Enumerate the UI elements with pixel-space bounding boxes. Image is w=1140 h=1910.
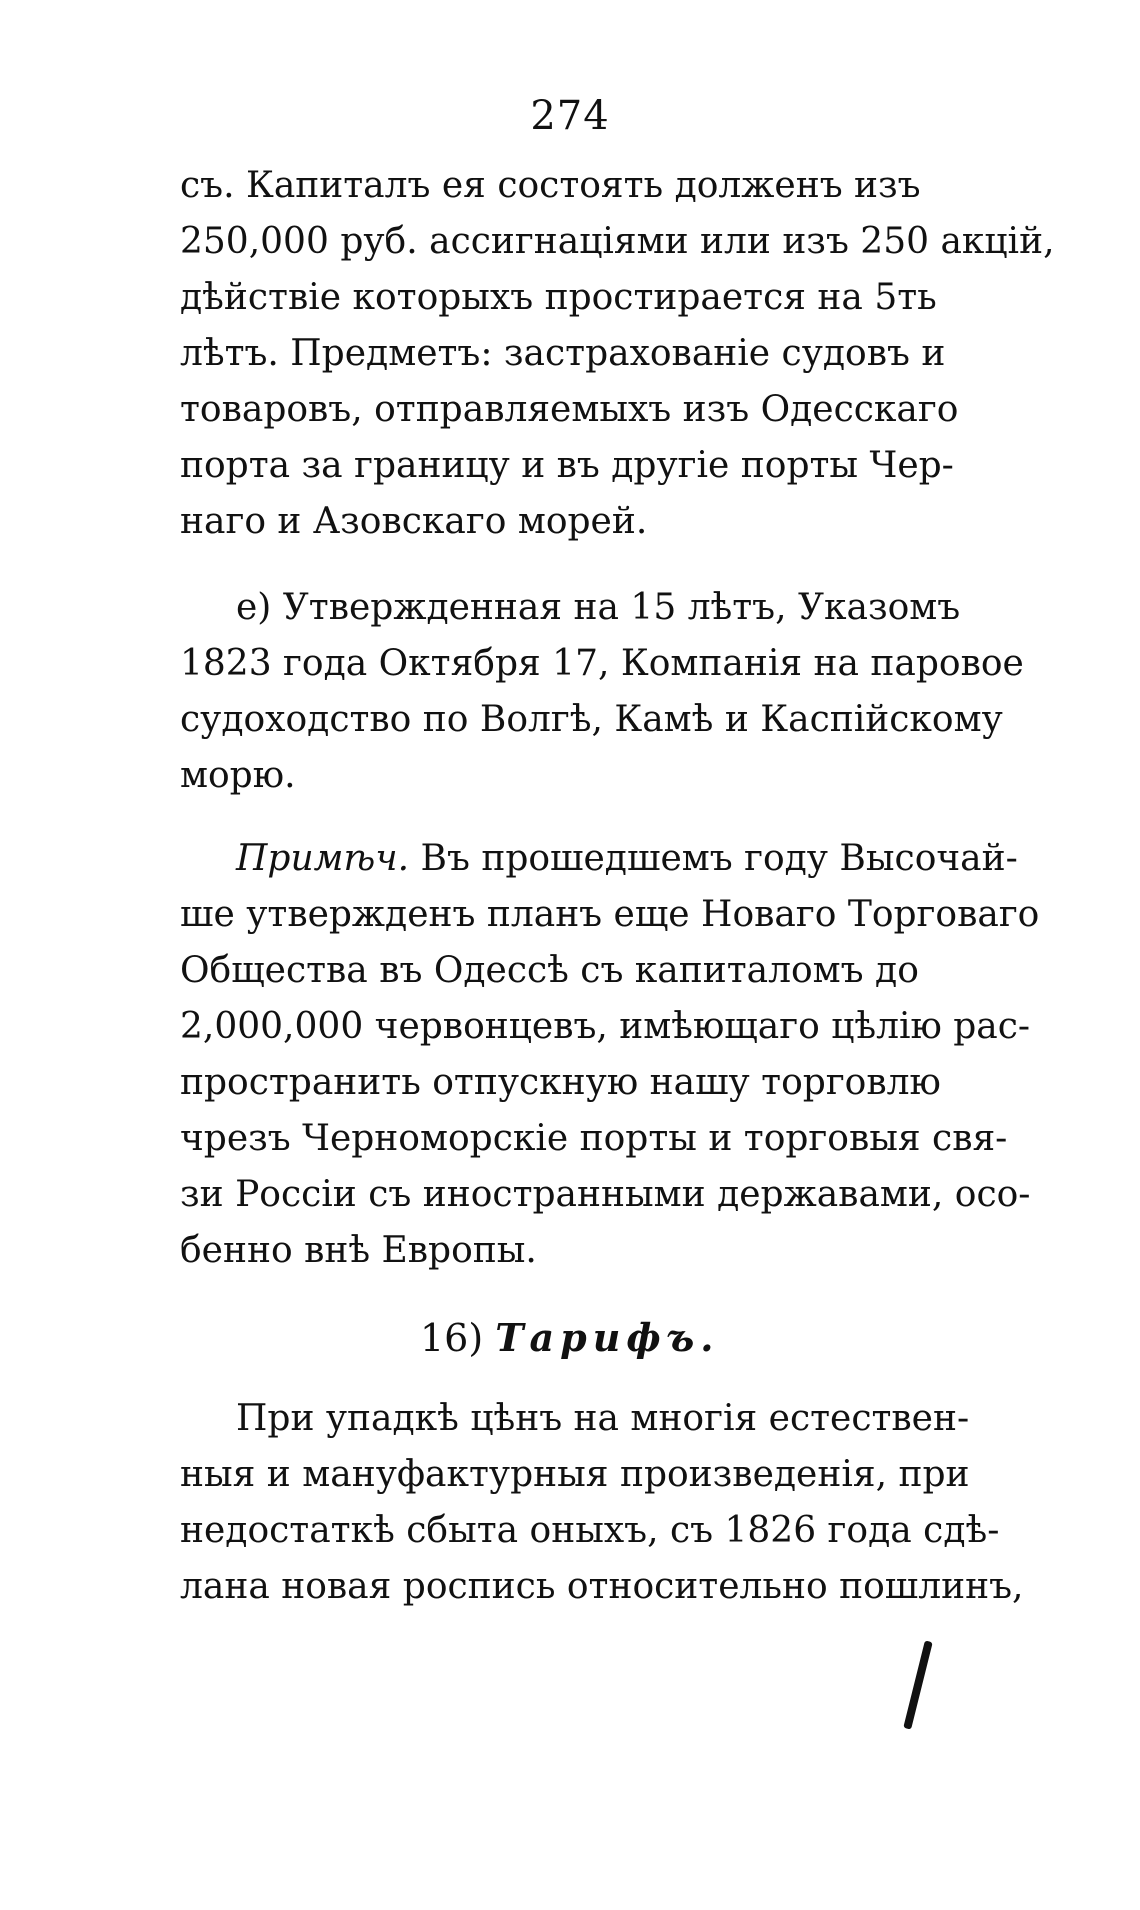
text-line: пространить отпускную нашу торговлю: [180, 1062, 941, 1103]
text-line: При упадкѣ цѣнъ на многiя естествен-: [236, 1398, 970, 1439]
text-line: дѣйствiе которыхъ простирается на 5ть: [180, 277, 937, 318]
text-line: ныя и мануфактурныя произведенiя, при: [180, 1454, 970, 1495]
text-line: недостаткѣ сбыта оныхъ, съ 1826 года сдѣ-: [180, 1510, 1000, 1551]
section-number: 16): [420, 1316, 484, 1360]
text-line: Общества въ Одессѣ съ капиталомъ до: [180, 950, 919, 991]
text-line: 250,000 руб. ассигнацiями или изъ 250 акцiй,: [180, 221, 1055, 262]
text-line: порта за границу и въ другiе порты Чер-: [180, 445, 954, 486]
note-first-line: [180, 831, 1018, 887]
text-line: ше утвержденъ планъ еще Новаго Торговаго: [180, 894, 1040, 935]
text-line: бенно внѣ Европы.: [180, 1230, 537, 1271]
note-label: Примѣч.: [236, 838, 410, 879]
paragraph-continuation: [180, 158, 1055, 550]
page-number: 274: [530, 93, 610, 139]
paragraph-e: [180, 580, 1024, 804]
section-title: Тарифъ.: [495, 1315, 720, 1360]
text-line: 2,000,000 червонцевъ, имѣющаго цѣлiю рас-: [180, 1006, 1031, 1047]
section-heading: [420, 1310, 720, 1366]
text-line: съ. Капиталъ ея состоять долженъ изъ: [180, 165, 921, 206]
text-line: 1823 года Октября 17, Компанiя на паровое: [180, 643, 1024, 684]
text-line: лана новая роспись относительно пошлинъ,: [180, 1566, 1024, 1607]
text-line: чрезъ Черноморскiе порты и торговыя свя-: [180, 1118, 1008, 1159]
text-line: наго и Азовскаго морей.: [180, 501, 648, 542]
text-line: товаровъ, отправляемыхъ изъ Одесскаго: [180, 389, 959, 430]
pen-mark: [903, 1640, 933, 1729]
text-line: морю.: [180, 755, 296, 796]
text-line: судоходство по Волгѣ, Камѣ и Каспiйскому: [180, 699, 1003, 740]
text-line: лѣтъ. Предметъ: застрахованiе судовъ и: [180, 333, 946, 374]
note-first-line-text: Въ прошедшемъ году Высочай-: [409, 838, 1018, 879]
text-line: е) Утвержденная на 15 лѣтъ, Указомъ: [236, 587, 961, 628]
text-line: зи Россiи съ иностранными державами, осо-: [180, 1174, 1031, 1215]
note-paragraph: [180, 831, 1040, 1279]
paragraph-tariff: [180, 1391, 1024, 1615]
